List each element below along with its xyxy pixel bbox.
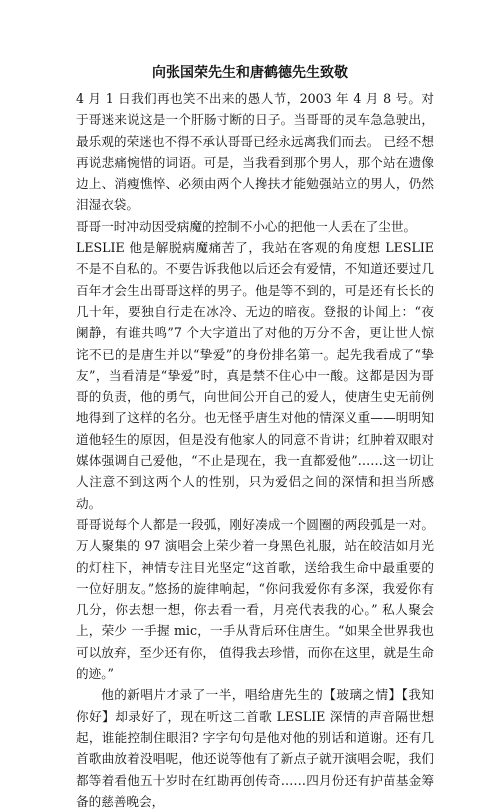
paragraph: 哥哥一时冲动因受病魔的控制不小心的把他一人丢在了尘世。	[76, 218, 417, 234]
paragraph: LESLIE 他是解脱病魔痛苦了，我站在客观的角度想 LESLIE 不是不自私的。不要告诉我他以后还会有爱情，不知道还要过几百年才会生出哥哥这样的男子。他是等不到的，可是还有长长的几十年，要独自行走在冰冷、无边的暗夜。登报的讣闻上：“夜阑静，有谁共鸣”7 个大字道出了对他的万分不舍，更让世人惊诧不已的是唐生并以“挚爱”的身份排名第一。起先我看成了“挚友”，当看清是“挚爱”时，真是禁不住心中一酸。这都是因为哥哥的负责，他的勇气，向世间公开自己的爱人，使唐生史无前例地得到了这样的名分。也无怪乎唐生对他的情深义重——明明知道他轻生的原因，但是没有他家人的同意不肯讲；红肿着双眼对媒体强调自己爱他，“不止是现在，我一直都爱他”……这一切让人注意不到这两个人的性别，只为爱侣之间的深情和担当所感动。	[76, 240, 434, 511]
paragraph: 4 月 1 日我们再也笑不出来的愚人节，2003 年 4 月 8 号。对于哥迷来说这是一个肝肠寸断的日子。当哥哥的灵车急急驶出，最乐观的荣迷也不得不承认哥哥已经永远离我们而去。 已经不想再说悲痛惋惜的词语。可是，当我看到那个男人，那个站在遗像边上、消瘦憔悴、必须由两个人搀扶才能勉强站立的男人，仍然泪湿衣袋。	[76, 91, 434, 213]
paragraph: 他的新唱片才录了一半，唱给唐先生的【玻璃之情】【我知你好】却录好了，现在听这二首歌 LESLIE 深情的声音隔世想起，谁能控制住眼泪? 字字句句是他对他的别话和道谢。还有几首歌曲放着没唱呢，他还说等他有了新点子就开演唱会呢，我们都等着看他五十岁时在红勘再创传奇……四月份还有护苗基金筹备的慈善晚会，	[76, 687, 434, 809]
paragraph: 哥哥说每个人都是一段弧，刚好凑成一个圆圈的两段弧是一对。 万人聚集的 97 演唱会上荣少着一身黑色礼服，站在皎洁如月光的灯柱下，神情专注目光坚定“这首歌，送给我生命中最重要的一位好朋友。”悠扬的旋律响起，“你问我爱你有多深，我爱你有几分，你去想一想，你去看一看，月亮代表我的心。” 私人聚会上，荣少 一手握 mic，一手从背后环住唐生。“如果全世界我也可以放弃，至少还有你， 值得我去珍惜，而你在这里，就是生命的迹。”	[76, 516, 434, 682]
document-title: 向张国荣先生和唐鹤德先生致敬	[152, 65, 348, 81]
document-body	[76, 88, 434, 812]
